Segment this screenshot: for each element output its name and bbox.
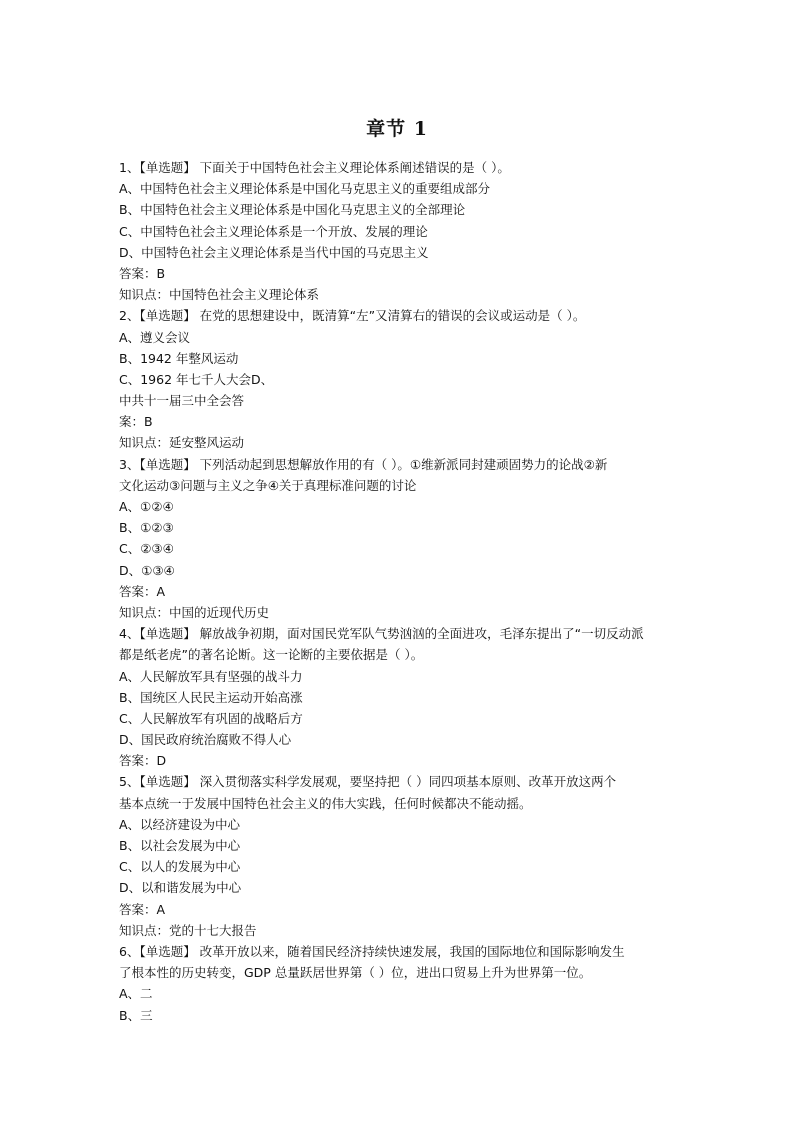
text-line: 4、【单选题】 解放战争初期，面对国民党军队气势汹汹的全面进攻，毛泽东提出了“一切反动派 [119,626,644,642]
text-line: C、1962 年七千人大会D、 [119,371,274,387]
text-line: 知识点：中国特色社会主义理论体系 [119,287,320,303]
text-line: B、以社会发展为中心 [119,838,241,853]
text-line: D、以和谐发展为中心 [119,880,242,896]
text-line: 1、【单选题】 下面关于中国特色社会主义理论体系阐述错误的是（ ）。 [119,160,510,175]
text-line: A、①②④ [119,499,174,514]
text-line: 知识点：中国的近现代历史 [119,604,270,620]
text-line: B、中国特色社会主义理论体系是中国化马克思主义的全部理论 [119,202,466,218]
text-line: A、以经济建设为中心 [119,816,241,832]
text-line: 答案：D [119,753,167,769]
text-line: D、中国特色社会主义理论体系是当代中国的马克思主义 [119,244,429,260]
text-line: B、①②③ [119,520,174,536]
text-line: A、人民解放军具有坚强的战斗力 [119,668,303,684]
text-line: 3、【单选题】 下列活动起到思想解放作用的有（ ）。①维新派同封建顽固势力的论战②新 [119,456,608,472]
text-line: 6、【单选题】 改革开放以来，随着国民经济持续快速发展，我国的国际地位和国际影响发生 [119,943,625,959]
text-line: D、①③④ [119,562,175,578]
text-line: B、三 [119,1007,153,1023]
text-line: 案：B [119,414,153,430]
question-list [119,157,679,1026]
text-line: A、二 [119,986,153,1002]
text-line: A、中国特色社会主义理论体系是中国化马克思主义的重要组成部分 [119,181,491,197]
chapter-title: 章节 1 [366,118,428,140]
text-line: B、1942 年整风运动 [119,350,239,366]
text-line: 都是纸老虎”的著名论断。这一论断的主要依据是（ ）。 [119,647,424,663]
text-line: A、遵义会议 [119,329,191,345]
text-line: 知识点：延安整风运动 [119,435,245,451]
text-line: 答案：A [119,901,166,917]
text-line: 基本点统一于发展中国特色社会主义的伟大实践，任何时候都决不能动摇。 [119,795,532,811]
text-line: C、人民解放军有巩固的战略后方 [119,710,303,726]
text-line: 文化运动③问题与主义之争④关于真理标准问题的讨论 [119,477,417,493]
text-line: C、中国特色社会主义理论体系是一个开放、发展的理论 [119,223,428,239]
text-line: C、以人的发展为中心 [119,859,241,875]
text-line: D、国民政府统治腐败不得人心 [119,732,292,748]
text-line: 答案：B [119,265,166,281]
text-line: 2、【单选题】 在党的思想建设中，既清算“左”又清算右的错误的会议或运动是（ ）。 [119,308,586,324]
text-line: 中共十一届三中全会答 [119,393,245,409]
text-line: 答案：A [119,583,166,599]
text-line: B、国统区人民民主运动开始高涨 [119,689,303,705]
text-line: 了根本性的历史转变，GDP 总量跃居世界第（ ）位，进出口贸易上升为世界第一位。 [119,965,592,981]
text-line: 5、【单选题】 深入贯彻落实科学发展观，要坚持把（ ）同四项基本原则、改革开放这两个 [119,774,617,790]
text-line: C、②③④ [119,541,174,557]
text-line: 知识点：党的十七大报告 [119,922,257,938]
